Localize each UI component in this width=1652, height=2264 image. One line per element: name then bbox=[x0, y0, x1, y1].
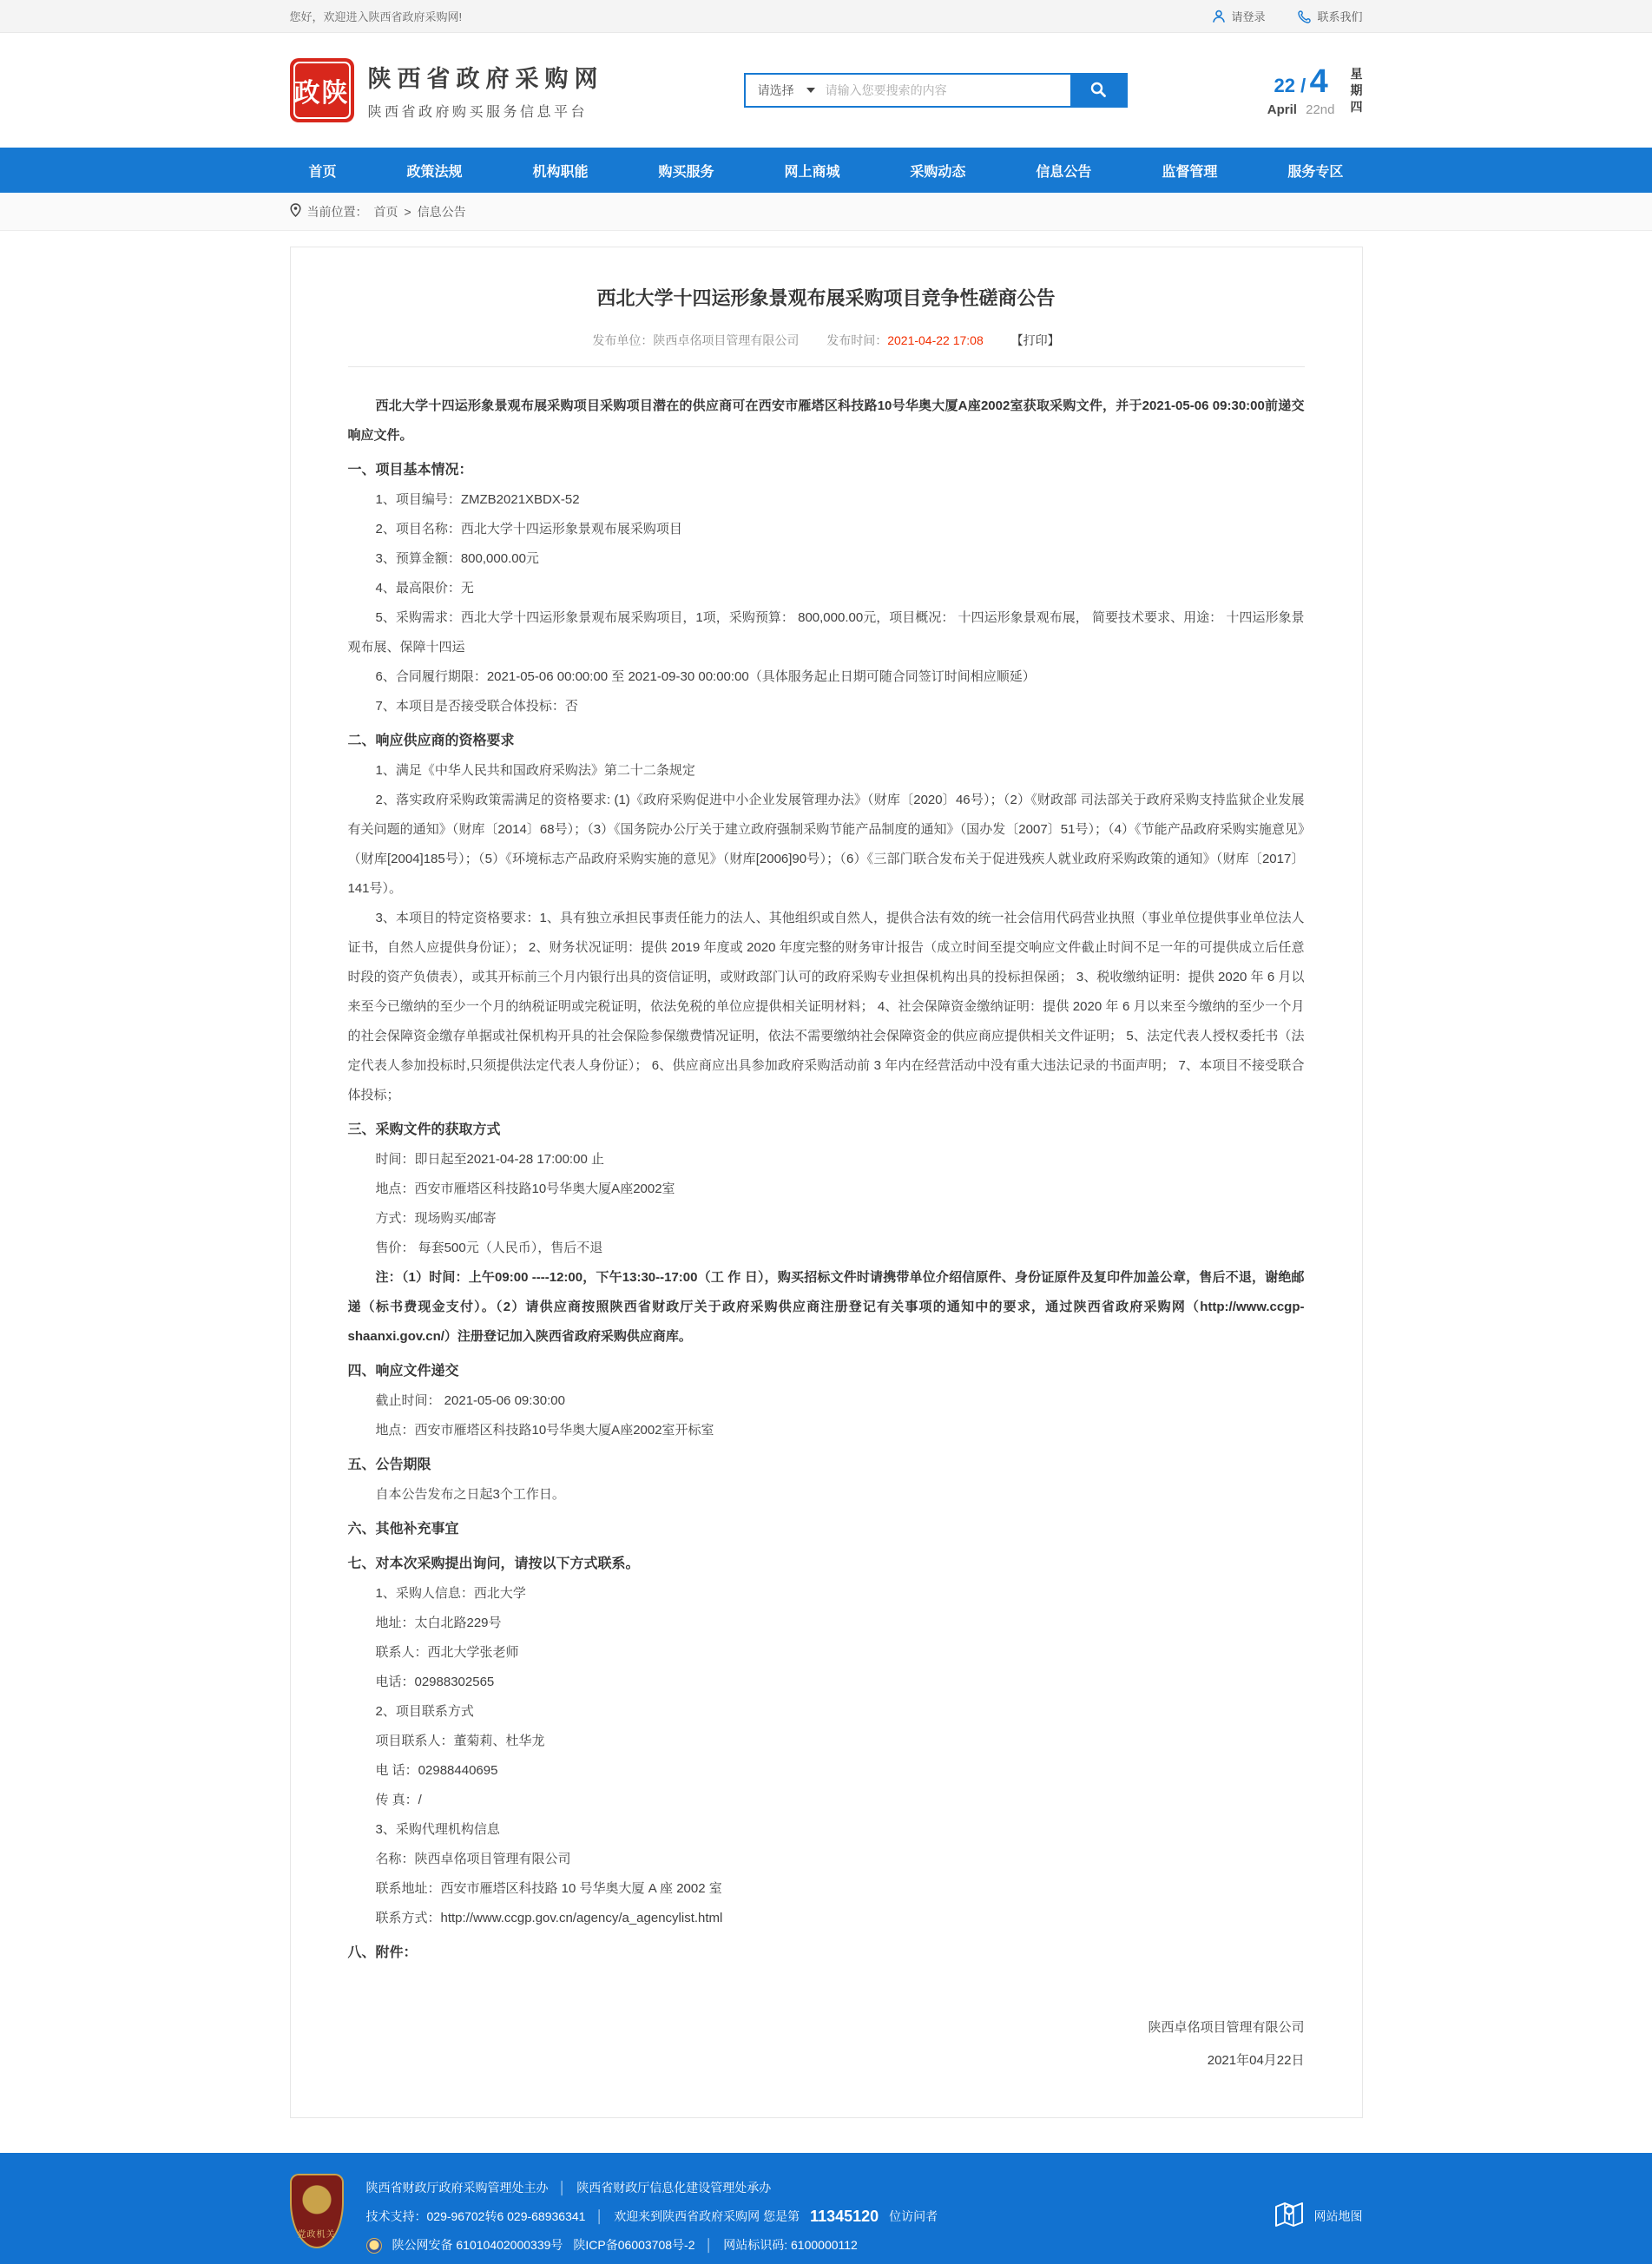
nav-item-4[interactable]: 网上商城 bbox=[784, 164, 840, 180]
sitemap-icon bbox=[1273, 2198, 1306, 2234]
date-day-ordinal: 22nd bbox=[1306, 102, 1335, 117]
government-badge-label: 党政机关 bbox=[297, 2230, 336, 2240]
article-meta bbox=[348, 332, 1305, 367]
detail-line: 4、最高限价：无 bbox=[375, 581, 474, 596]
detail-line: 联系方式：http://www.ccgp.gov.cn/agency/a_agencylist.html bbox=[375, 1911, 723, 1925]
brand[interactable] bbox=[290, 58, 604, 122]
detail-line: 地址：太白北路229号 bbox=[375, 1616, 502, 1630]
publisher-value: 陕西卓佲项目管理有限公司 bbox=[653, 333, 800, 347]
top-utility-bar bbox=[0, 0, 1652, 33]
date-widget bbox=[1267, 63, 1363, 117]
weekday-char: 四 bbox=[1350, 99, 1363, 114]
detail-line: 售价： 每套500元（人民币），售后不退 bbox=[375, 1241, 603, 1255]
user-icon bbox=[1212, 10, 1226, 23]
weekday-char: 星 bbox=[1350, 66, 1363, 81]
main-nav-list bbox=[290, 148, 1363, 193]
detail-line: 截止时间： 2021-05-06 09:30:00 bbox=[375, 1393, 565, 1408]
detail-line: 3、采购代理机构信息 bbox=[375, 1822, 500, 1837]
site-name: 陕西省政府采购网 bbox=[367, 66, 604, 92]
site-subtitle: 陕西省政府购买服务信息平台 bbox=[367, 105, 589, 120]
search-bar bbox=[744, 73, 1128, 108]
detail-line: 电 话：02988440695 bbox=[375, 1763, 498, 1778]
detail-line: 1、项目编号：ZMZB2021XBDX-52 bbox=[375, 492, 580, 507]
icp-filing-link[interactable]: 陕ICP备06003708号-2 bbox=[573, 2238, 695, 2252]
section-heading: 四、响应文件递交 bbox=[347, 1364, 459, 1379]
detail-line: 地点：西安市雁塔区科技路10号华奥大厦A座2002室 bbox=[375, 1181, 675, 1196]
section-heading: 八、附件： bbox=[347, 1945, 418, 1960]
search-button[interactable] bbox=[1070, 75, 1126, 106]
detail-line: 项目联系人：董菊莉、杜华龙 bbox=[375, 1734, 545, 1748]
paragraph: 5、采购需求：西北大学十四运形象景观布展采购项目，1项，采购预算： 800,000.00元，项目概况： 十四运形象景观布展， 简要技术要求、用途： 十四运形象景观布展、保障十四运 bbox=[347, 610, 1305, 655]
publisher-label: 发布单位： bbox=[592, 333, 654, 347]
publish-time-label: 发布时间： bbox=[826, 333, 888, 347]
phone-icon bbox=[1298, 10, 1312, 23]
detail-line: 7、本项目是否接受联合体投标：否 bbox=[375, 699, 578, 714]
breadcrumb-current: 信息公告 bbox=[417, 204, 466, 219]
date-day: 22 / bbox=[1274, 75, 1306, 96]
detail-line: 传 真：/ bbox=[375, 1793, 422, 1807]
logo-seal-text: 政陕 bbox=[293, 79, 350, 108]
detail-line: 3、预算金额：800,000.00元 bbox=[375, 551, 539, 566]
nav-item-2[interactable]: 机构职能 bbox=[532, 164, 589, 180]
footer-co-organizer: 陕西省财政厅信息化建设管理处承办 bbox=[576, 2181, 772, 2195]
contact-label: 联系我们 bbox=[1317, 10, 1363, 23]
announcement-card bbox=[290, 247, 1363, 2118]
note-paragraph: 注：（1）时间：上午09:00 ----12:00，下午13:30--17:00（工 作 日），购买招标文件时请携带单位介绍信原件、身份证原件及复印件加盖公章，售后不退，谢绝邮递（标书费现金支付）。（2）请供应商按照陕西省财政厅关于政府采购供应商注册登记有关事项的通知中的要求，通过陕西省政府采购网（http://www.ccgp-shaanxi.gov.cn/）注册登记加入陕西省政府采购供应商库。 bbox=[347, 1270, 1305, 1344]
login-link[interactable] bbox=[1212, 8, 1265, 24]
search-icon bbox=[1089, 81, 1107, 101]
security-filing-link[interactable]: 陕公网安备 61010402000339号 bbox=[392, 2238, 563, 2252]
nav-item-7[interactable]: 监督管理 bbox=[1162, 164, 1218, 180]
nav-item-0[interactable]: 首页 bbox=[308, 164, 337, 180]
detail-line: 6、合同履行期限：2021-05-06 00:00:00 至 2021-09-30 00:00:00（具体服务起止日期可随合同签订时间相应顺延） bbox=[375, 669, 1036, 684]
section-heading: 二、响应供应商的资格要求 bbox=[347, 734, 515, 748]
signature-company: 陕西卓佲项目管理有限公司 bbox=[1148, 2020, 1305, 2035]
site-code: 网站标识码: 6100000112 bbox=[723, 2238, 858, 2252]
paragraph: 3、本项目的特定资格要求：1、具有独立承担民事责任能力的法人、其他组织或自然人，提供合法有效的统一社会信用代码营业执照（事业单位提供事业单位法人证书，自然人应提供身份证）； 2、财务状况证明：提供 2019 年度或 2020 年度完整的财务审计报告（成立时间至提交响应文件截止时间不足一年的可提供成立后任意时段的资产负债表），或其开标前三个月内银行出具的资信证明，或财政部门认可的政府采购专业担保机构出具的投标担保函； 3、税收缴纳证明：提供 2020 年 6 月以来至今已缴纳的至少一个月的纳税证明或完税证明，依法免税的单位应提供相关证明材料； 4、社会保障资金缴纳证明：提供 2020 年 6 月以来至今缴纳的至少一个月的社会保障资金缴存单据或社保机构开具的社会保险参保缴费情况证明，依法不需要缴纳社会保障资金的供应商应提供相关文件证明； 5、法定代表人授权委托书（法定代表人参加投标时,只须提供法定代表人身份证）； 6、供应商应出具参加政府采购活动前 3 年内在经营活动中没有重大违法记录的书面声明； 7、本项目不接受联合体投标； bbox=[347, 911, 1305, 1102]
search-input[interactable] bbox=[826, 75, 1070, 106]
detail-line: 时间：即日起至2021-04-28 17:00:00 止 bbox=[375, 1152, 604, 1167]
intro-paragraph: 西北大学十四运形象景观布展采购项目采购项目潜在的供应商可在西安市雁塔区科技路10号华奥大厦A座2002室获取采购文件，并于2021-05-06 09:30:00前递交响应文件。 bbox=[347, 398, 1305, 443]
weekday-label bbox=[1351, 66, 1363, 115]
footer-divider: │ bbox=[558, 2181, 567, 2195]
breadcrumb-label: 当前位置： bbox=[306, 204, 368, 219]
login-label: 请登录 bbox=[1231, 10, 1266, 23]
weekday-char: 期 bbox=[1350, 82, 1363, 97]
site-logo bbox=[290, 58, 354, 122]
footer-divider: │ bbox=[705, 2238, 714, 2252]
signature-date: 2021年04月22日 bbox=[1207, 2053, 1305, 2068]
search-category-select[interactable] bbox=[746, 75, 826, 106]
date-month-name: April bbox=[1267, 102, 1297, 117]
footer-divider: │ bbox=[596, 2209, 604, 2223]
footer-tech-support: 技术支持：029-96702转6 029-68936341 bbox=[365, 2209, 586, 2223]
welcome-text: 您好，欢迎进入陕西省政府采购网! bbox=[289, 10, 463, 23]
signature-block bbox=[348, 2011, 1305, 2077]
publish-time-value: 2021-04-22 17:08 bbox=[887, 333, 984, 347]
detail-line: 联系人：西北大学张老师 bbox=[375, 1645, 519, 1660]
detail-line: 联系地址：西安市雁塔区科技路 10 号华奥大厦 A 座 2002 室 bbox=[375, 1881, 722, 1896]
footer-welcome-suffix: 位访问者 bbox=[889, 2209, 938, 2223]
section-heading: 七、对本次采购提出询问，请按以下方式联系。 bbox=[347, 1556, 640, 1571]
visitor-count: 11345120 bbox=[810, 2208, 879, 2225]
detail-line: 自本公告发布之日起3个工作日。 bbox=[375, 1487, 565, 1502]
detail-line: 电话：02988302565 bbox=[375, 1675, 495, 1689]
nav-item-8[interactable]: 服务专区 bbox=[1287, 164, 1344, 180]
search-select-label: 请选择 bbox=[757, 83, 794, 97]
detail-line: 2、项目联系方式 bbox=[375, 1704, 474, 1719]
site-header bbox=[0, 33, 1652, 148]
page-title: 西北大学十四运形象景观布展采购项目竞争性磋商公告 bbox=[596, 287, 1056, 309]
government-emblem-badge bbox=[290, 2174, 344, 2248]
nav-item-1[interactable]: 政策法规 bbox=[406, 164, 463, 180]
detail-line: 1、采购人信息：西北大学 bbox=[375, 1586, 526, 1601]
location-pin-icon bbox=[290, 203, 301, 220]
detail-line: 2、项目名称：西北大学十四运形象景观布展采购项目 bbox=[375, 522, 682, 536]
article-body bbox=[348, 392, 1305, 1968]
breadcrumb-separator: > bbox=[404, 204, 411, 219]
detail-line: 名称：陕西卓佲项目管理有限公司 bbox=[375, 1852, 571, 1866]
sitemap-link[interactable] bbox=[1273, 2198, 1363, 2234]
public-security-badge-icon bbox=[366, 2238, 382, 2254]
footer-organizer: 陕西省财政厅政府采购管理处主办 bbox=[365, 2181, 549, 2195]
contact-link[interactable] bbox=[1298, 8, 1362, 24]
nav-item-5[interactable]: 采购动态 bbox=[910, 164, 966, 180]
main-nav bbox=[0, 148, 1652, 193]
section-heading: 一、项目基本情况： bbox=[347, 463, 473, 477]
detail-line: 1、满足《中华人民共和国政府采购法》第二十二条规定 bbox=[375, 763, 695, 778]
section-heading: 五、公告期限 bbox=[347, 1458, 431, 1472]
detail-line: 地点：西安市雁塔区科技路10号华奥大厦A座2002室开标室 bbox=[375, 1423, 714, 1438]
section-heading: 三、采购文件的获取方式 bbox=[347, 1122, 501, 1137]
footer-welcome-prefix: 欢迎来到陕西省政府采购网 您是第 bbox=[614, 2209, 800, 2223]
section-heading: 六、其他补充事宜 bbox=[347, 1522, 459, 1537]
sitemap-label: 网站地图 bbox=[1313, 2208, 1363, 2223]
detail-line: 方式：现场购买/邮寄 bbox=[375, 1211, 497, 1226]
chevron-down-icon bbox=[806, 88, 815, 93]
site-footer bbox=[0, 2153, 1652, 2264]
paragraph: 2、落实政府采购政策需满足的资格要求: (1)《政府采购促进中小企业发展管理办法》（财库〔2020〕46号）；（2）《财政部 司法部关于政府采购支持监狱企业发展有关问题的通知》（财库〔2014〕68号）；（3）《国务院办公厅关于建立政府强制采购节能产品制度的通知》（国办发〔2007〕51号）；（4）《节能产品政府采购实施意见》（财库[2004]185号）；（5）《环境标志产品政府采购实施的意见》（财库[2006]90号）；（6）《三部门联合发布关于促进残疾人就业政府采购政策的通知》（财库〔2017〕141号）。 bbox=[347, 793, 1305, 896]
nav-item-6[interactable]: 信息公告 bbox=[1036, 164, 1092, 180]
print-button[interactable]: 【打印】 bbox=[1010, 333, 1060, 347]
breadcrumb-home-link[interactable]: 首页 bbox=[373, 204, 398, 219]
nav-item-3[interactable]: 购买服务 bbox=[658, 164, 714, 180]
date-month-number: 4 bbox=[1309, 63, 1328, 100]
breadcrumb-bar bbox=[0, 193, 1652, 231]
